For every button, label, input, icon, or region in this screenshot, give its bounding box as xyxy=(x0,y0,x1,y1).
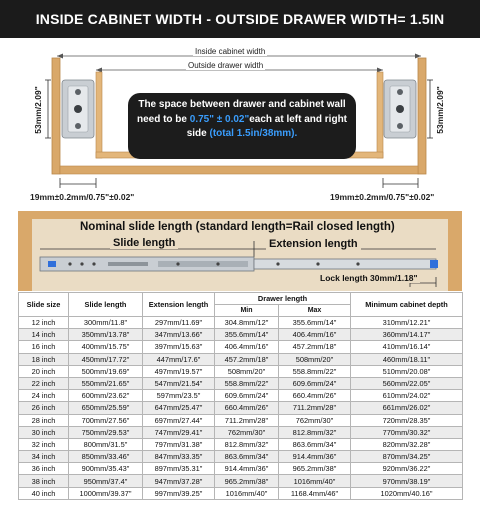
slide-height-left-label: 53mm/2.09" xyxy=(33,86,43,134)
table-cell: 558.8mm/22" xyxy=(215,377,279,389)
table-row xyxy=(19,414,463,426)
table-cell: 600mm/23.62" xyxy=(69,390,143,402)
table-row xyxy=(19,475,463,487)
table-cell: 547mm/21.54" xyxy=(143,377,215,389)
table-cell: 447mm/17.6" xyxy=(143,353,215,365)
table-cell: 397mm/15.63" xyxy=(143,341,215,353)
table-cell: 950mm/37.4" xyxy=(69,475,143,487)
header-min-cabinet-depth: Minimum cabinet depth xyxy=(351,293,463,317)
table-cell: 497mm/19.57" xyxy=(143,365,215,377)
screw-icon xyxy=(75,123,81,129)
table-cell: 812.8mm/32" xyxy=(279,426,351,438)
table-cell: 508mm/20" xyxy=(215,365,279,377)
lock-length-label: Lock length 30mm/1.18" xyxy=(320,273,418,283)
table-row xyxy=(19,390,463,402)
table-cell: 863.6mm/34" xyxy=(279,438,351,450)
table-cell: 38 inch xyxy=(19,475,69,487)
table-cell: 355.6mm/14" xyxy=(279,317,351,329)
table-cell: 770mm/30.32" xyxy=(351,426,463,438)
table-header-row xyxy=(19,293,463,305)
screw-icon xyxy=(397,89,403,95)
table-cell: 863.6mm/34" xyxy=(215,451,279,463)
table-row xyxy=(19,329,463,341)
screw-icon xyxy=(397,123,403,129)
table-cell: 34 inch xyxy=(19,451,69,463)
inside-cabinet-width-label: Inside cabinet width xyxy=(195,47,266,56)
callout-line-1: The space between drawer and cabinet wall xyxy=(138,99,346,110)
table-cell: 297mm/11.69" xyxy=(143,317,215,329)
ball-bearing-icon xyxy=(396,105,404,113)
slide-height-right-label: 53mm/2.09" xyxy=(435,86,445,134)
gap-left-label: 19mm±0.2mm/0.75"±0.02" xyxy=(30,192,135,202)
table-row xyxy=(19,463,463,475)
table-cell: 550mm/21.65" xyxy=(69,377,143,389)
page-title: INSIDE CABINET WIDTH - OUTSIDE DRAWER WIDTH= 1.5IN xyxy=(0,0,480,38)
cabinet-right-wall xyxy=(418,58,426,174)
table-cell: 30 inch xyxy=(19,426,69,438)
table-cell: 797mm/31.38" xyxy=(143,438,215,450)
table-cell: 897mm/35.31" xyxy=(143,463,215,475)
table-cell: 26 inch xyxy=(19,402,69,414)
table-cell: 870mm/34.25" xyxy=(351,451,463,463)
table-row xyxy=(19,341,463,353)
table-cell: 406.4mm/16" xyxy=(279,329,351,341)
table-cell: 508mm/20" xyxy=(279,353,351,365)
table-cell: 1168.4mm/46" xyxy=(279,487,351,499)
callout-line-3: side (total 1.5in/38mm). xyxy=(186,128,298,139)
slide-length-label: Slide length xyxy=(110,237,178,249)
header-slide-size: Slide size xyxy=(19,293,69,317)
header-drawer-length: Drawer length xyxy=(215,293,351,305)
table-row xyxy=(19,451,463,463)
table-cell: 700mm/27.56" xyxy=(69,414,143,426)
ball-bearing-icon xyxy=(74,105,82,113)
table-cell: 965.2mm/38" xyxy=(279,463,351,475)
table-row xyxy=(19,365,463,377)
table-cell: 304.8mm/12" xyxy=(215,317,279,329)
table-cell: 24 inch xyxy=(19,390,69,402)
table-cell: 310mm/12.21" xyxy=(351,317,463,329)
table-cell: 12 inch xyxy=(19,317,69,329)
table-cell: 610mm/24.02" xyxy=(351,390,463,402)
table-cell: 1016mm/40" xyxy=(279,475,351,487)
table-cell: 1020mm/40.16" xyxy=(351,487,463,499)
callout-line-2: need to be 0.75" ± 0.02"each at left and right xyxy=(136,113,348,125)
table-cell: 597mm/23.5" xyxy=(143,390,215,402)
table-cell: 300mm/11.8" xyxy=(69,317,143,329)
table-cell: 560mm/22.05" xyxy=(351,377,463,389)
lock-clip-icon xyxy=(430,260,438,268)
table-cell: 32 inch xyxy=(19,438,69,450)
table-cell: 500mm/19.69" xyxy=(69,365,143,377)
table-cell: 457.2mm/18" xyxy=(215,353,279,365)
table-cell: 850mm/33.46" xyxy=(69,451,143,463)
table-cell: 510mm/20.08" xyxy=(351,365,463,377)
table-cell: 661mm/26.02" xyxy=(351,402,463,414)
table-cell: 460mm/18.11" xyxy=(351,353,463,365)
table-body xyxy=(19,317,463,500)
table-cell: 400mm/15.75" xyxy=(69,341,143,353)
table-cell: 406.4mm/16" xyxy=(215,341,279,353)
table-cell: 22 inch xyxy=(19,377,69,389)
table-cell: 847mm/33.35" xyxy=(143,451,215,463)
table-row xyxy=(19,438,463,450)
gap-right-label: 19mm±0.2mm/0.75"±0.02" xyxy=(330,192,435,202)
table-cell: 920mm/36.22" xyxy=(351,463,463,475)
table-cell: 360mm/14.17" xyxy=(351,329,463,341)
table-cell: 970mm/38.19" xyxy=(351,475,463,487)
table-cell: 14 inch xyxy=(19,329,69,341)
table-row xyxy=(19,353,463,365)
table-cell: 997mm/39.25" xyxy=(143,487,215,499)
table-cell: 410mm/16.14" xyxy=(351,341,463,353)
table-cell: 747mm/29.41" xyxy=(143,426,215,438)
table-cell: 1016mm/40" xyxy=(215,487,279,499)
drawer-left-side xyxy=(96,72,102,158)
table-row xyxy=(19,377,463,389)
table-cell: 1000mm/39.37" xyxy=(69,487,143,499)
cabinet-diagram xyxy=(0,38,480,210)
table-cell: 355.6mm/14" xyxy=(215,329,279,341)
table-cell: 914.4mm/36" xyxy=(215,463,279,475)
table-cell: 20 inch xyxy=(19,365,69,377)
table-cell: 647mm/25.47" xyxy=(143,402,215,414)
table-row xyxy=(19,317,463,329)
table-cell: 820mm/32.28" xyxy=(351,438,463,450)
table-cell: 697mm/27.44" xyxy=(143,414,215,426)
slide-length-diagram xyxy=(18,211,462,291)
outside-drawer-width-label: Outside drawer width xyxy=(188,61,264,70)
table-cell: 650mm/25.59" xyxy=(69,402,143,414)
table-cell: 947mm/37.28" xyxy=(143,475,215,487)
table-cell: 36 inch xyxy=(19,463,69,475)
table-cell: 28 inch xyxy=(19,414,69,426)
table-row xyxy=(19,487,463,499)
slide-rail-extension xyxy=(254,259,436,269)
table-cell: 711.2mm/28" xyxy=(279,402,351,414)
table-cell: 457.2mm/18" xyxy=(279,341,351,353)
table-cell: 720mm/28.35" xyxy=(351,414,463,426)
table-cell: 347mm/13.66" xyxy=(143,329,215,341)
cabinet-bottom xyxy=(60,166,418,174)
screw-icon xyxy=(75,89,81,95)
drawer-right-side xyxy=(377,72,383,158)
table-cell: 800mm/31.5" xyxy=(69,438,143,450)
table-cell: 914.4mm/36" xyxy=(279,451,351,463)
table-row xyxy=(19,426,463,438)
extension-length-label: Extension length xyxy=(266,238,361,250)
table-cell: 350mm/13.78" xyxy=(69,329,143,341)
table-cell: 660.4mm/26" xyxy=(279,390,351,402)
cabinet-left-wall xyxy=(52,58,60,174)
table-cell: 900mm/35.43" xyxy=(69,463,143,475)
table-cell: 762mm/30" xyxy=(215,426,279,438)
gap-callout xyxy=(128,93,356,159)
table-cell: 18 inch xyxy=(19,353,69,365)
nominal-slide-length-label: Nominal slide length (standard length=Rail closed length) xyxy=(80,221,395,233)
header-drawer-max: Max xyxy=(279,305,351,317)
table-cell: 558.8mm/22" xyxy=(279,365,351,377)
header-slide-length: Slide length xyxy=(69,293,143,317)
table-row xyxy=(19,402,463,414)
table-cell: 762mm/30" xyxy=(279,414,351,426)
table-cell: 750mm/29.53" xyxy=(69,426,143,438)
size-table-grid xyxy=(18,292,463,500)
table-cell: 450mm/17.72" xyxy=(69,353,143,365)
table-cell: 711.2mm/28" xyxy=(215,414,279,426)
size-table xyxy=(18,292,462,500)
table-cell: 609.6mm/24" xyxy=(279,377,351,389)
header-drawer-min: Min xyxy=(215,305,279,317)
table-cell: 16 inch xyxy=(19,341,69,353)
release-lever-icon xyxy=(48,261,56,267)
table-cell: 660.4mm/26" xyxy=(215,402,279,414)
header-extension-length: Extension length xyxy=(143,293,215,317)
table-cell: 812.8mm/32" xyxy=(215,438,279,450)
table-cell: 965.2mm/38" xyxy=(215,475,279,487)
table-cell: 609.6mm/24" xyxy=(215,390,279,402)
table-cell: 40 inch xyxy=(19,487,69,499)
